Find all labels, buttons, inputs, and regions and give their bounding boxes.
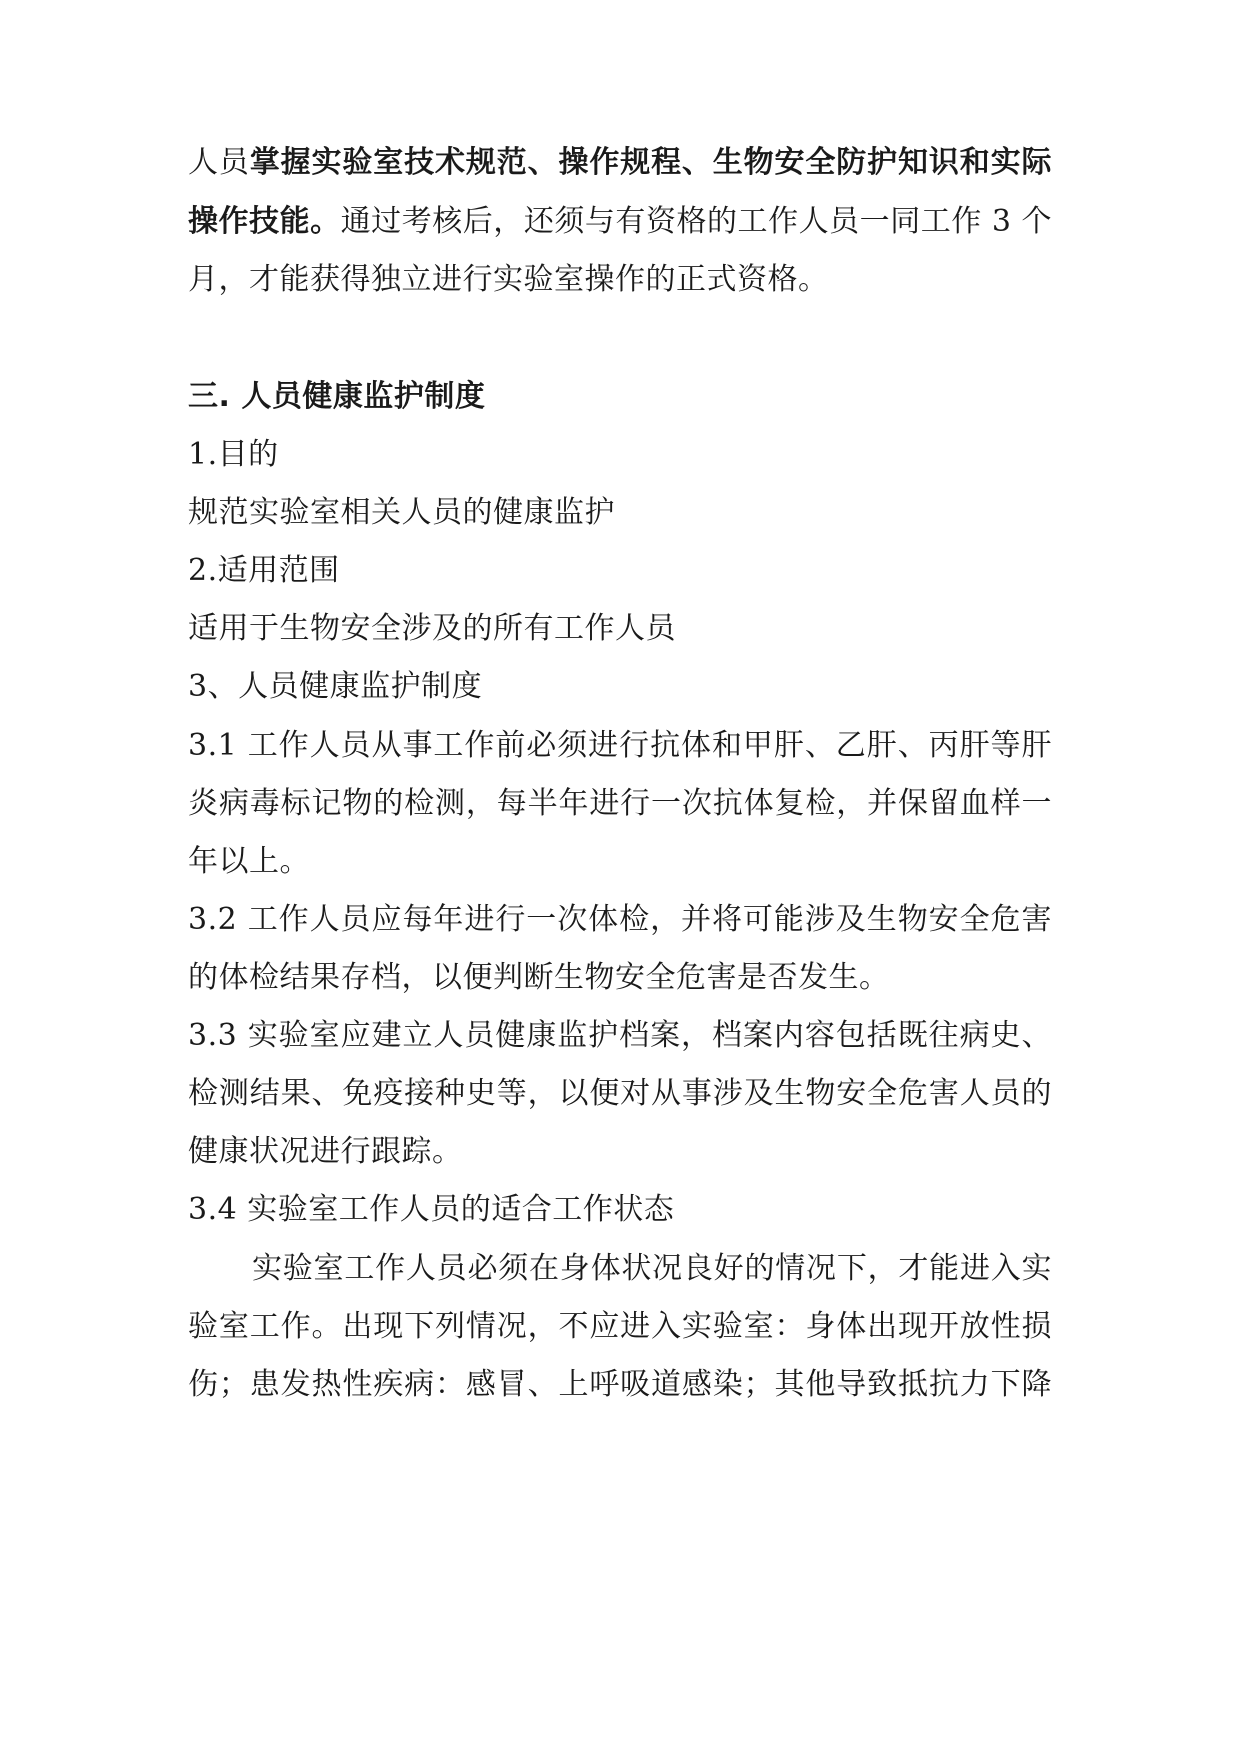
- item-3-4-line-1: 实验室工作人员必须在身体状况良好的情况下，才能进入实: [252, 1251, 1052, 1286]
- section-heading: 三. 人员健康监护制度: [188, 379, 486, 414]
- item-3-4-heading: 3.4 实验室工作人员的适合工作状态: [188, 1192, 675, 1227]
- intro-line-2: [188, 202, 1052, 242]
- item-3-4-line-3: 伤；患发热性疾病：感冒、上呼吸道感染；其他导致抵抗力下降: [188, 1367, 1052, 1402]
- item-3-3-line-1: 3.3 实验室应建立人员健康监护档案，档案内容包括既往病史、: [188, 1018, 1052, 1053]
- purpose-text: 规范实验室相关人员的健康监护: [188, 495, 615, 530]
- intro-line-1-normal: 人员: [188, 145, 250, 180]
- item-3-3-line-2: 检测结果、免疫接种史等，以便对从事涉及生物安全危害人员的: [188, 1076, 1052, 1111]
- scope-text: 适用于生物安全涉及的所有工作人员: [188, 611, 676, 646]
- item-3-2-line-1: 3.2 工作人员应每年进行一次体检，并将可能涉及生物安全危害: [188, 902, 1052, 937]
- item-3-3-line-3: 健康状况进行跟踪。: [188, 1134, 463, 1169]
- item-3-1-line-3: 年以上。: [188, 844, 310, 879]
- intro-line-1-bold: 掌握实验室技术规范、操作规程、生物安全防护知识和实际: [249, 145, 1053, 180]
- purpose-heading: 1.目的: [188, 437, 279, 472]
- intro-line-3: 月，才能获得独立进行实验室操作的正式资格。: [188, 262, 829, 297]
- intro-line-1: [188, 143, 1052, 183]
- item-3-1-line-1: 3.1 工作人员从事工作前必须进行抗体和甲肝、乙肝、丙肝等肝: [188, 728, 1052, 763]
- scope-heading: 2.适用范围: [188, 553, 340, 588]
- item-3-2-line-2: 的体检结果存档，以便判断生物安全危害是否发生。: [188, 960, 890, 995]
- item-3-4-line-2: 验室工作。出现下列情况，不应进入实验室：身体出现开放性损: [188, 1309, 1052, 1344]
- policy-heading: 3、人员健康监护制度: [188, 669, 483, 704]
- intro-line-2-normal: 通过考核后，还须与有资格的工作人员一同工作 3 个: [340, 204, 1052, 239]
- item-3-1-line-2: 炎病毒标记物的检测，每半年进行一次抗体复检，并保留血样一: [188, 786, 1052, 821]
- intro-line-2-bold: 操作技能。: [188, 204, 341, 239]
